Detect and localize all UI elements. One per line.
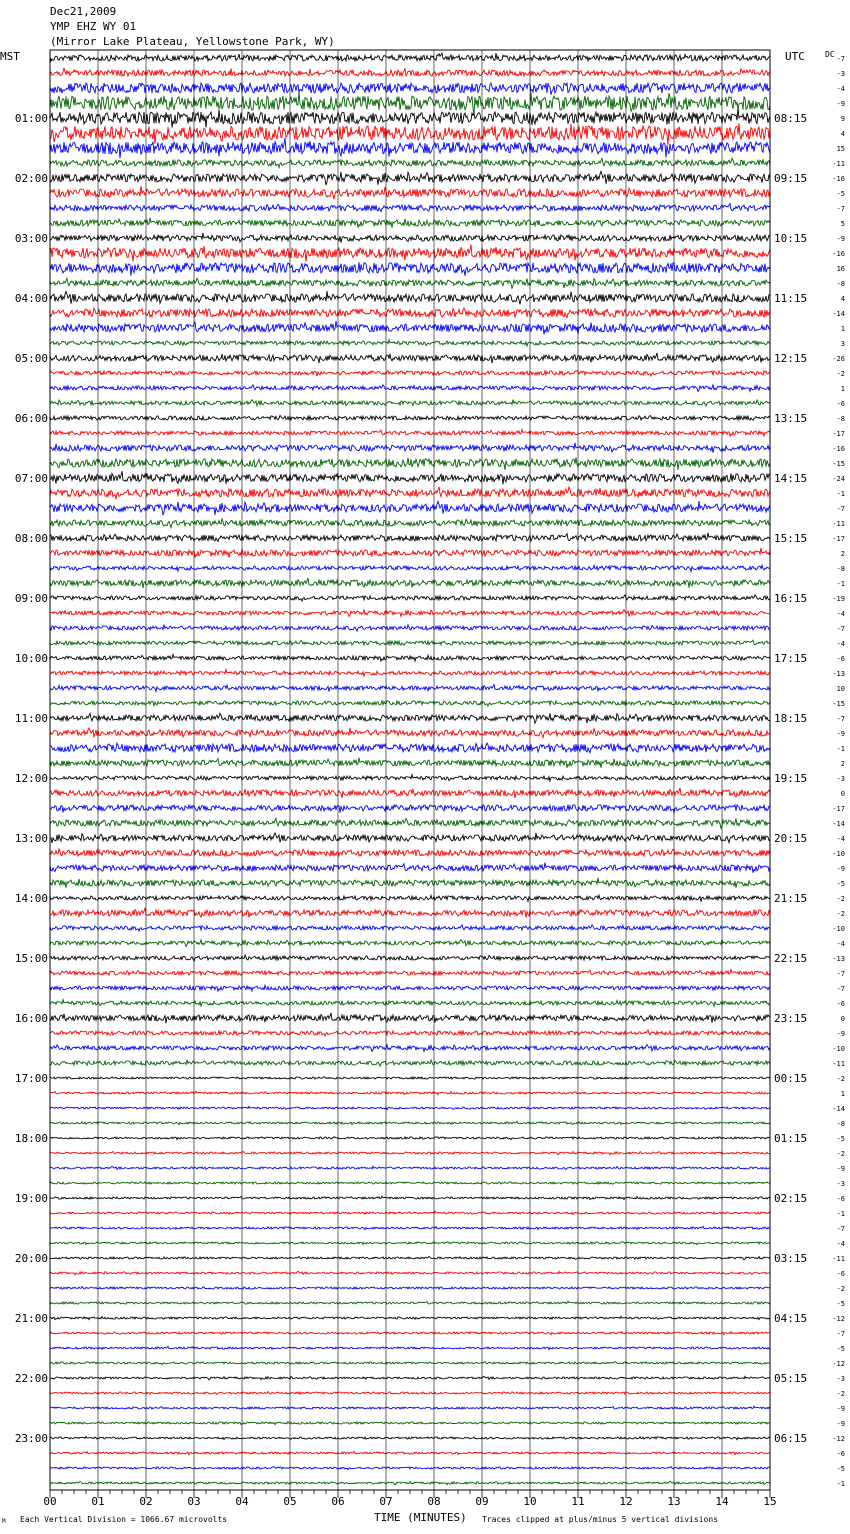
right-hour-label: 11:15 bbox=[774, 292, 808, 305]
dc-offset-label: -14 bbox=[832, 310, 845, 318]
dc-offset-label: 2 bbox=[840, 760, 845, 768]
dc-offset-label: -8 bbox=[836, 565, 845, 573]
trace-line bbox=[50, 1392, 770, 1395]
dc-offset-label: -2 bbox=[836, 1285, 845, 1293]
trace-line bbox=[50, 940, 770, 947]
x-tick-label: 07 bbox=[379, 1495, 393, 1508]
trace-line bbox=[50, 1000, 770, 1007]
trace-line bbox=[50, 443, 770, 453]
dc-offset-label: 4 bbox=[840, 130, 845, 138]
dc-offset-label: -2 bbox=[836, 1075, 845, 1083]
dc-offset-label: 16 bbox=[836, 265, 845, 273]
right-hour-label: 20:15 bbox=[774, 832, 808, 845]
trace-line bbox=[50, 805, 770, 813]
dc-offset-label: -24 bbox=[832, 475, 845, 483]
trace-line bbox=[50, 1301, 770, 1304]
trace-line bbox=[50, 640, 770, 645]
clip-note: Traces clipped at plus/minus 5 vertical divisions bbox=[482, 1515, 719, 1524]
trace-line bbox=[50, 758, 770, 768]
trace-line bbox=[50, 233, 770, 243]
trace-line bbox=[50, 278, 770, 288]
trace-line bbox=[50, 1406, 770, 1409]
dc-offset-label: -13 bbox=[832, 955, 845, 963]
dc-offset-label: -8 bbox=[836, 280, 845, 288]
trace-line bbox=[50, 1257, 770, 1260]
trace-line bbox=[50, 1137, 770, 1140]
dc-offset-label: -19 bbox=[832, 595, 845, 603]
right-hour-label: 03:15 bbox=[774, 1252, 808, 1265]
trace-line bbox=[50, 548, 770, 558]
dc-offset-label: -6 bbox=[836, 1270, 845, 1278]
trace-line bbox=[50, 788, 770, 798]
left-timezone-label: MST bbox=[0, 50, 20, 63]
dc-offset-label: -2 bbox=[836, 895, 845, 903]
dc-offset-label: -7 bbox=[836, 625, 845, 633]
dc-offset-label: -3 bbox=[836, 1180, 845, 1188]
dc-offset-label: 4 bbox=[840, 295, 845, 303]
dc-offset-label: -16 bbox=[832, 250, 845, 258]
x-tick-label: 06 bbox=[331, 1495, 345, 1508]
right-hour-label: 02:15 bbox=[774, 1192, 808, 1205]
trace-line bbox=[50, 925, 770, 931]
trace-line bbox=[50, 878, 770, 888]
dc-offset-label: -7 bbox=[836, 985, 845, 993]
dc-offset-label: -16 bbox=[832, 175, 845, 183]
right-hour-label: 16:15 bbox=[774, 592, 808, 605]
dc-offset-label: -7 bbox=[836, 970, 845, 978]
dc-offset-label: -4 bbox=[836, 85, 845, 93]
dc-offset-label: -11 bbox=[832, 1060, 845, 1068]
right-hour-label: 23:15 bbox=[774, 1012, 808, 1025]
dc-offset-label: 1 bbox=[840, 325, 845, 333]
dc-offset-label: -7 bbox=[836, 505, 845, 513]
trace-line bbox=[50, 655, 770, 662]
trace-line bbox=[50, 262, 770, 276]
scale-note: Each Vertical Division = 1066.67 microvolts bbox=[20, 1515, 228, 1524]
dc-offset-label: -7 bbox=[836, 55, 845, 63]
dc-offset-label: -11 bbox=[832, 160, 845, 168]
trace-line bbox=[50, 430, 770, 437]
trace-line bbox=[50, 908, 770, 918]
dc-offset-label: -6 bbox=[836, 1000, 845, 1008]
trace-line bbox=[50, 1091, 770, 1094]
dc-offset-label: -17 bbox=[832, 430, 845, 438]
x-tick-label: 09 bbox=[475, 1495, 489, 1508]
dc-offset-label: -3 bbox=[836, 775, 845, 783]
dc-offset-label: -12 bbox=[832, 1360, 845, 1368]
trace-line bbox=[50, 1060, 770, 1067]
trace-line bbox=[50, 1226, 770, 1229]
trace-line bbox=[50, 245, 770, 262]
dc-offset-label: -4 bbox=[836, 640, 845, 648]
left-hour-label: 06:00 bbox=[14, 412, 48, 425]
trace-line bbox=[50, 83, 770, 95]
left-hour-label: 17:00 bbox=[14, 1072, 48, 1085]
trace-line bbox=[50, 291, 770, 304]
dc-offset-label: -7 bbox=[836, 1330, 845, 1338]
dc-offset-label: -8 bbox=[836, 1120, 845, 1128]
x-tick-label: 11 bbox=[571, 1495, 585, 1508]
x-tick-label: 02 bbox=[139, 1495, 153, 1508]
trace-line bbox=[50, 487, 770, 500]
dc-offset-label: -1 bbox=[836, 1480, 845, 1488]
left-hour-label: 08:00 bbox=[14, 532, 48, 545]
trace-line bbox=[50, 1271, 770, 1274]
dc-offset-label: -17 bbox=[832, 805, 845, 813]
right-hour-label: 05:15 bbox=[774, 1372, 808, 1385]
trace-line bbox=[50, 1287, 770, 1290]
x-tick-label: 12 bbox=[619, 1495, 633, 1508]
dc-offset-label: -9 bbox=[836, 730, 845, 738]
left-hour-label: 03:00 bbox=[14, 232, 48, 245]
right-hour-label: 00:15 bbox=[774, 1072, 808, 1085]
left-hour-label: 09:00 bbox=[14, 592, 48, 605]
trace-line bbox=[50, 400, 770, 407]
dc-offset-label: -12 bbox=[832, 1315, 845, 1323]
trace-line bbox=[50, 775, 770, 782]
dc-offset-label: -2 bbox=[836, 910, 845, 918]
right-hour-label: 01:15 bbox=[774, 1132, 808, 1145]
right-timezone-label: UTC bbox=[785, 50, 805, 63]
x-tick-label: 14 bbox=[715, 1495, 729, 1508]
trace-line bbox=[50, 743, 770, 753]
trace-line bbox=[50, 1422, 770, 1425]
left-hour-label: 20:00 bbox=[14, 1252, 48, 1265]
dc-offset-header: DC bbox=[825, 50, 835, 59]
left-hour-label: 12:00 bbox=[14, 772, 48, 785]
x-tick-label: 15 bbox=[763, 1495, 777, 1508]
dc-offset-label: 15 bbox=[836, 145, 845, 153]
left-hour-label: 13:00 bbox=[14, 832, 48, 845]
dc-offset-label: -13 bbox=[832, 670, 845, 678]
left-hour-label: 14:00 bbox=[14, 892, 48, 905]
x-tick-label: 08 bbox=[427, 1495, 441, 1508]
trace-line bbox=[50, 385, 770, 392]
right-hour-label: 06:15 bbox=[774, 1432, 808, 1445]
left-hour-label: 01:00 bbox=[14, 112, 48, 125]
dc-offset-label: 2 bbox=[840, 550, 845, 558]
trace-line bbox=[50, 1481, 770, 1485]
dc-offset-label: -9 bbox=[836, 235, 845, 243]
trace-line bbox=[50, 53, 770, 61]
dc-offset-label: -7 bbox=[836, 1225, 845, 1233]
dc-offset-label: -9 bbox=[836, 1165, 845, 1173]
dc-offset-label: -14 bbox=[832, 1105, 845, 1113]
trace-line bbox=[50, 68, 770, 76]
trace-line bbox=[50, 1106, 770, 1109]
trace-line bbox=[50, 625, 770, 632]
trace-line bbox=[50, 1211, 770, 1214]
x-tick-label: 04 bbox=[235, 1495, 249, 1508]
trace-line bbox=[50, 1182, 770, 1185]
dc-offset-labels bbox=[832, 55, 845, 1488]
dc-offset-label: -3 bbox=[836, 70, 845, 78]
dc-offset-label: -9 bbox=[836, 1420, 845, 1428]
trace-line bbox=[50, 1242, 770, 1245]
left-hour-label: 07:00 bbox=[14, 472, 48, 485]
trace-line bbox=[50, 321, 770, 334]
trace-line bbox=[50, 1077, 770, 1080]
right-hour-label: 18:15 bbox=[774, 712, 808, 725]
right-hour-label: 04:15 bbox=[774, 1312, 808, 1325]
dc-offset-label: -4 bbox=[836, 835, 845, 843]
trace-line bbox=[50, 371, 770, 376]
dc-offset-label: 0 bbox=[840, 790, 845, 798]
x-tick-label: 03 bbox=[187, 1495, 201, 1508]
dc-offset-label: -4 bbox=[836, 610, 845, 618]
trace-line bbox=[50, 416, 770, 421]
dc-offset-label: -5 bbox=[836, 1135, 845, 1143]
dc-offset-label: -5 bbox=[836, 1465, 845, 1473]
dc-offset-label: -10 bbox=[832, 850, 845, 858]
x-tick-label: 10 bbox=[523, 1495, 537, 1508]
trace-line bbox=[50, 713, 770, 723]
trace-line bbox=[50, 670, 770, 677]
dc-offset-label: -9 bbox=[836, 100, 845, 108]
dc-offset-label: -1 bbox=[836, 1210, 845, 1218]
trace-line bbox=[50, 818, 770, 828]
dc-offset-label: -16 bbox=[832, 445, 845, 453]
dc-offset-label: 5 bbox=[840, 220, 845, 228]
dc-offset-label: 9 bbox=[840, 115, 845, 123]
trace-line bbox=[50, 1152, 770, 1155]
trace-line bbox=[50, 186, 770, 199]
dc-offset-label: 1 bbox=[840, 385, 845, 393]
dc-offset-label: -6 bbox=[836, 1195, 845, 1203]
trace-line bbox=[50, 970, 770, 976]
trace-line bbox=[50, 595, 770, 601]
dc-offset-label: -11 bbox=[832, 520, 845, 528]
trace-line bbox=[50, 565, 770, 571]
dc-offset-label: -1 bbox=[836, 490, 845, 498]
trace-line bbox=[50, 1451, 770, 1454]
dc-offset-label: -3 bbox=[836, 1375, 845, 1383]
dc-offset-label: -26 bbox=[832, 355, 845, 363]
dc-offset-label: -6 bbox=[836, 655, 845, 663]
trace-line bbox=[50, 1045, 770, 1052]
right-hour-label: 09:15 bbox=[774, 172, 808, 185]
x-tick-label: 05 bbox=[283, 1495, 297, 1508]
dc-offset-label: -6 bbox=[836, 1450, 845, 1458]
dc-offset-label: -5 bbox=[836, 880, 845, 888]
trace-line bbox=[50, 610, 770, 617]
left-hour-label: 02:00 bbox=[14, 172, 48, 185]
dc-offset-label: -6 bbox=[836, 400, 845, 408]
dc-offset-label: -9 bbox=[836, 1030, 845, 1038]
dc-offset-label: -1 bbox=[836, 745, 845, 753]
trace-line bbox=[50, 1121, 770, 1124]
right-hour-label: 15:15 bbox=[774, 532, 808, 545]
dc-offset-label: -9 bbox=[836, 1405, 845, 1413]
dc-offset-label: -17 bbox=[832, 535, 845, 543]
trace-line bbox=[50, 833, 770, 843]
left-hour-labels bbox=[15, 112, 48, 1445]
trace-line bbox=[50, 895, 770, 901]
trace-line bbox=[50, 471, 770, 484]
trace-line bbox=[50, 158, 770, 167]
station-code: YMP EHZ WY 01 bbox=[50, 20, 137, 33]
trace-line bbox=[50, 728, 770, 738]
trace-line bbox=[50, 353, 770, 363]
dc-offset-label: -15 bbox=[832, 700, 845, 708]
dc-offset-label: -12 bbox=[832, 1435, 845, 1443]
trace-line bbox=[50, 1013, 770, 1023]
left-hour-label: 23:00 bbox=[14, 1432, 48, 1445]
dc-offset-label: -10 bbox=[832, 1045, 845, 1053]
right-hour-label: 08:15 bbox=[774, 112, 808, 125]
dc-offset-label: -5 bbox=[836, 1345, 845, 1353]
left-hour-label: 11:00 bbox=[14, 712, 48, 725]
dc-offset-label: -7 bbox=[836, 205, 845, 213]
trace-line bbox=[50, 1196, 770, 1199]
trace-line bbox=[50, 340, 770, 347]
dc-offset-label: 3 bbox=[840, 340, 845, 348]
trace-line bbox=[50, 955, 770, 961]
trace-line bbox=[50, 1376, 770, 1380]
dc-offset-label: -5 bbox=[836, 1300, 845, 1308]
dc-offset-label: 1 bbox=[840, 1090, 845, 1098]
trace-line bbox=[50, 1316, 770, 1319]
right-hour-label: 10:15 bbox=[774, 232, 808, 245]
trace-line bbox=[50, 501, 770, 515]
right-hour-label: 19:15 bbox=[774, 772, 808, 785]
x-tick-label: 01 bbox=[91, 1495, 105, 1508]
trace-line bbox=[50, 518, 770, 527]
trace-line bbox=[50, 108, 770, 128]
dc-offset-label: -11 bbox=[832, 1255, 845, 1263]
dc-offset-label: -14 bbox=[832, 820, 845, 828]
x-axis-title: TIME (MINUTES) bbox=[374, 1511, 467, 1524]
dc-offset-label: -5 bbox=[836, 190, 845, 198]
dc-offset-label: 10 bbox=[836, 685, 845, 693]
trace-line bbox=[50, 1436, 770, 1439]
right-hour-label: 22:15 bbox=[774, 952, 808, 965]
trace-line bbox=[50, 985, 770, 991]
trace-line bbox=[50, 138, 770, 159]
dc-offset-label: -4 bbox=[836, 940, 845, 948]
trace-line bbox=[50, 701, 770, 706]
left-hour-label: 19:00 bbox=[14, 1192, 48, 1205]
right-hour-labels bbox=[774, 112, 807, 1445]
dc-offset-label: -8 bbox=[836, 415, 845, 423]
x-tick-label: 13 bbox=[667, 1495, 681, 1508]
left-hour-label: 15:00 bbox=[14, 952, 48, 965]
dc-offset-label: -2 bbox=[836, 370, 845, 378]
trace-line bbox=[50, 848, 770, 856]
left-hour-label: 16:00 bbox=[14, 1012, 48, 1025]
right-hour-label: 12:15 bbox=[774, 352, 808, 365]
left-hour-label: 10:00 bbox=[14, 652, 48, 665]
left-hour-label: 04:00 bbox=[14, 292, 48, 305]
dc-offset-label: -10 bbox=[832, 925, 845, 933]
dc-offset-label: -7 bbox=[836, 715, 845, 723]
trace-line bbox=[50, 1362, 770, 1365]
trace-line bbox=[50, 578, 770, 588]
trace-line bbox=[50, 457, 770, 470]
left-hour-label: 22:00 bbox=[14, 1372, 48, 1385]
dc-offset-label: -2 bbox=[836, 1390, 845, 1398]
trace-line bbox=[50, 863, 770, 873]
trace-line bbox=[50, 308, 770, 318]
station-location: (Mirror Lake Plateau, Yellowstone Park, WY) bbox=[50, 35, 335, 48]
x-tick-label: 00 bbox=[43, 1495, 57, 1508]
corner-mark: M bbox=[2, 1518, 6, 1525]
right-hour-label: 17:15 bbox=[774, 652, 808, 665]
trace-line bbox=[50, 533, 770, 542]
dc-offset-label: -2 bbox=[836, 1150, 845, 1158]
dc-offset-label: -1 bbox=[836, 580, 845, 588]
trace-line bbox=[50, 218, 770, 228]
right-hour-label: 21:15 bbox=[774, 892, 808, 905]
trace-line bbox=[50, 1332, 770, 1335]
trace-line bbox=[50, 123, 770, 145]
trace-line bbox=[50, 171, 770, 185]
right-hour-label: 13:15 bbox=[774, 412, 808, 425]
trace-line bbox=[50, 1467, 770, 1470]
trace-line bbox=[50, 685, 770, 692]
dc-offset-label: -9 bbox=[836, 865, 845, 873]
dc-offset-label: 0 bbox=[840, 1015, 845, 1023]
trace-line bbox=[50, 204, 770, 212]
x-axis bbox=[43, 1490, 776, 1508]
left-hour-label: 18:00 bbox=[14, 1132, 48, 1145]
trace-group bbox=[50, 53, 770, 1485]
dc-offset-label: -15 bbox=[832, 460, 845, 468]
dc-offset-label: -4 bbox=[836, 1240, 845, 1248]
right-hour-label: 14:15 bbox=[774, 472, 808, 485]
trace-line bbox=[50, 1346, 770, 1349]
trace-line bbox=[50, 1166, 770, 1169]
chart-date: Dec21,2009 bbox=[50, 5, 117, 18]
trace-line bbox=[50, 1030, 770, 1036]
trace-line bbox=[50, 92, 770, 115]
left-hour-label: 21:00 bbox=[14, 1312, 48, 1325]
left-hour-label: 05:00 bbox=[14, 352, 48, 365]
